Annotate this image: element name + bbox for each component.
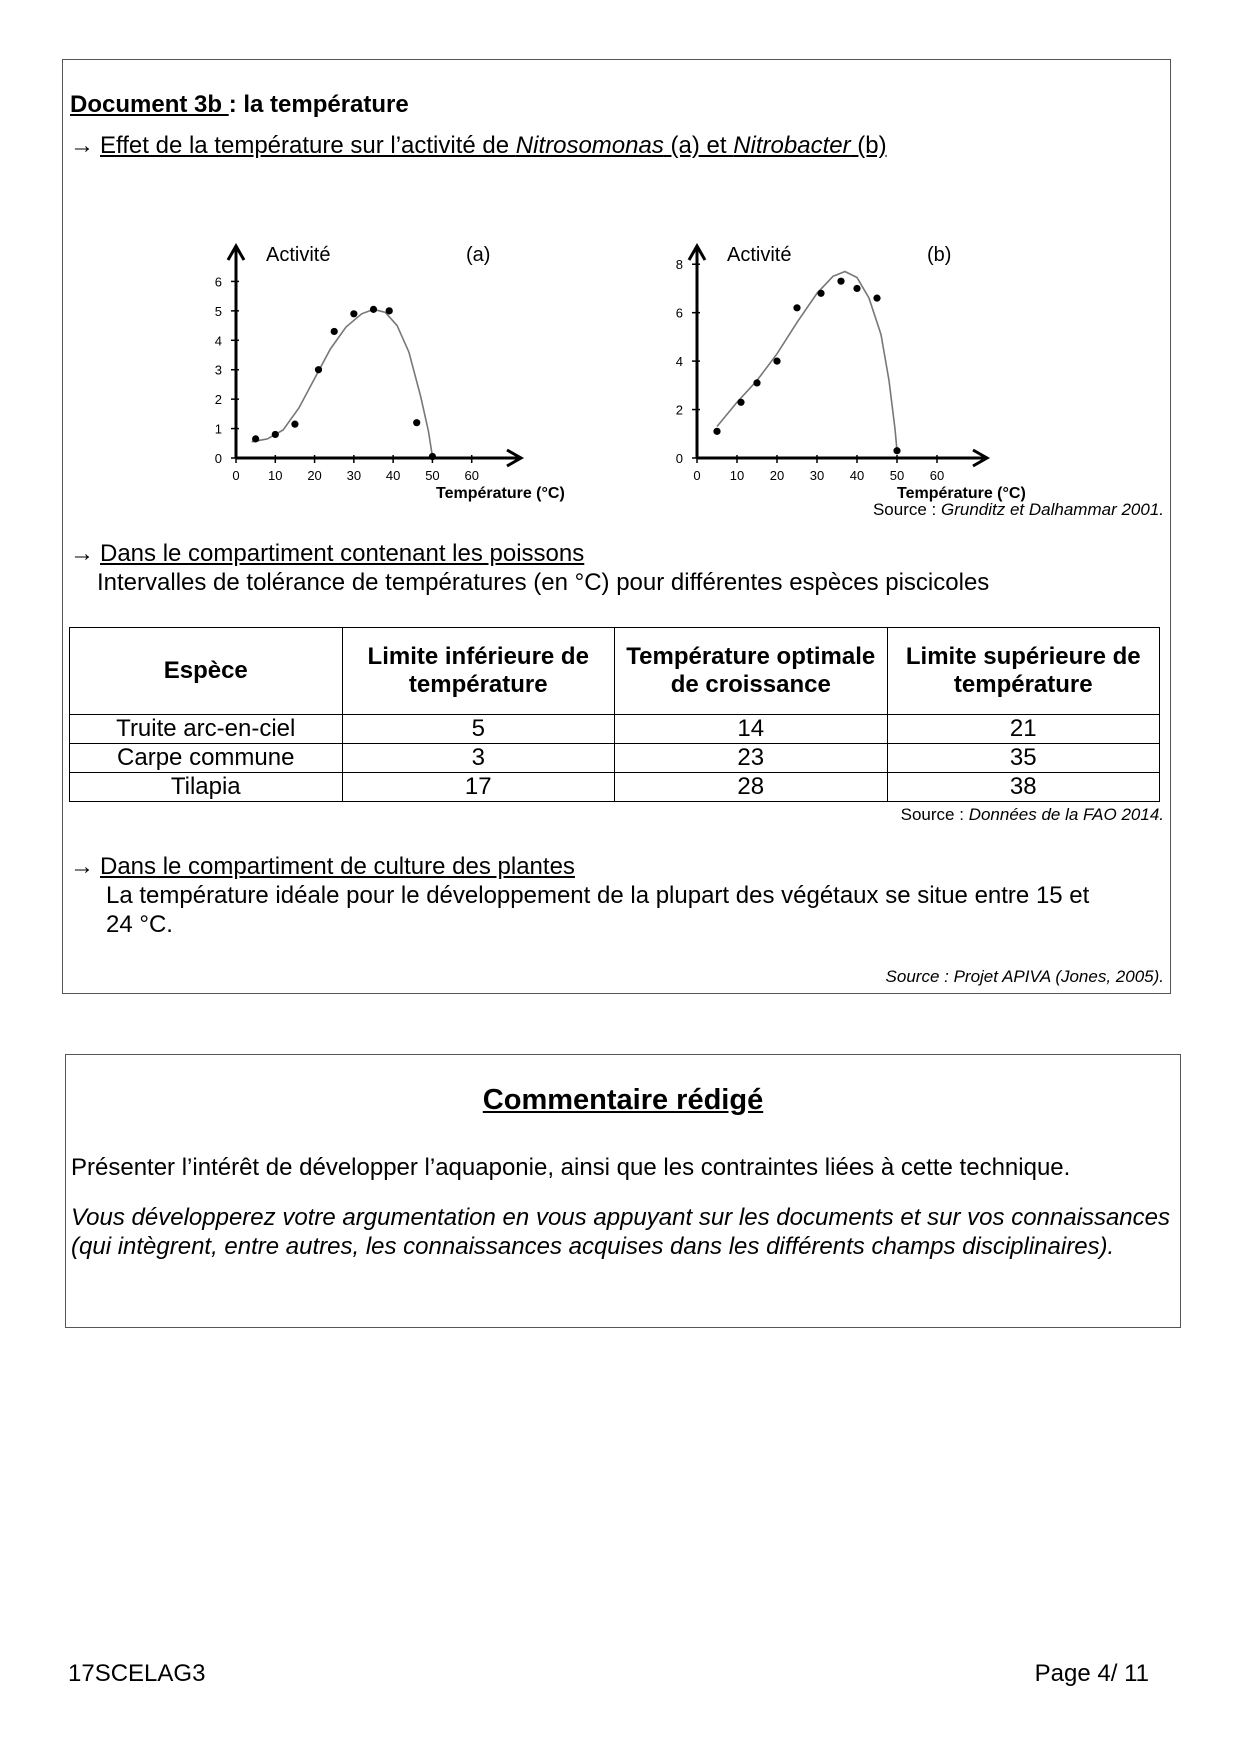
table-row — [70, 773, 1160, 802]
source-apiva: Source : Projet APIVA (Jones, 2005). — [885, 967, 1164, 986]
x-tick-label: 30 — [346, 468, 362, 483]
y-axis-title: Activité — [727, 244, 792, 266]
table-cell: 3 — [342, 744, 615, 773]
x-tick-label: 20 — [307, 468, 322, 483]
x-tick-label: 40 — [385, 468, 401, 483]
header-limite-sup: Limite supérieure de température — [887, 628, 1160, 715]
source-grunditz: Source : Grunditz et Dalhammar 2001. — [872, 500, 1164, 519]
plants-text-line2: 24 °C. — [106, 911, 173, 938]
arrow-right-icon: → — [70, 132, 94, 159]
x-axis-title: Température (°C) — [897, 485, 1026, 502]
data-point — [737, 399, 744, 406]
data-point — [873, 295, 880, 302]
y-tick-label: 0 — [214, 451, 222, 466]
data-point — [853, 285, 860, 292]
y-tick-label: 0 — [675, 451, 683, 466]
table-cell: 23 — [615, 744, 888, 773]
tolerance-table — [69, 627, 1160, 802]
y-tick-label: 4 — [214, 333, 222, 349]
x-tick-label: 60 — [929, 468, 945, 483]
data-point — [893, 447, 900, 454]
arrow-right-icon: → — [70, 540, 94, 567]
x-tick-label: 0 — [232, 468, 240, 483]
table-cell: 28 — [615, 773, 888, 802]
table-cell: 14 — [615, 715, 888, 744]
commentaire-guidance: Vous développerez votre argumentation en vous appuyant sur les documents et sur vos connaissances (qui intègrent, entre autres, les connaissances acquises dans les différents champs disciplinaires). — [71, 1204, 1170, 1260]
header-espece: Espèce — [70, 628, 343, 715]
data-point — [837, 278, 844, 285]
x-tick-label: 30 — [809, 468, 825, 483]
data-point — [272, 431, 279, 438]
commentaire-box — [65, 1054, 1181, 1328]
data-point — [291, 421, 298, 428]
table-cell: Truite arc-en-ciel — [70, 715, 343, 744]
header-limite-inf: Limite inférieure de température — [342, 628, 615, 715]
y-tick-label: 1 — [214, 421, 222, 437]
plants-heading: → Dans le compartiment de culture des plantes — [70, 853, 575, 880]
data-point — [370, 306, 377, 313]
x-tick-label: 50 — [889, 468, 905, 483]
plants-text-line1: La température idéale pour le développement de la plupart des végétaux se situe entre 15 et — [106, 882, 1090, 909]
data-point — [773, 358, 780, 365]
table-row — [70, 744, 1160, 773]
data-point — [753, 379, 760, 386]
y-tick-label: 6 — [214, 274, 222, 290]
y-tick-label: 2 — [675, 402, 683, 418]
table-cell: Carpe commune — [70, 744, 343, 773]
x-tick-label: 40 — [849, 468, 865, 483]
chart-label: (a) — [466, 244, 491, 266]
header-temp-optimale: Température optimale de croissance — [615, 628, 888, 715]
fish-heading: → Dans le compartiment contenant les poissons — [70, 540, 585, 567]
x-tick-label: 50 — [425, 468, 440, 483]
footer-page-number: Page 4/ 11 — [1034, 1660, 1149, 1687]
commentaire-instruction: Présenter l’intérêt de développer l’aquaponie, ainsi que les contraintes liées à cette technique. — [71, 1154, 1071, 1181]
data-point — [429, 453, 436, 460]
fish-subtitle: Intervalles de tolérance de températures (en °C) pour différentes espèces piscicoles — [97, 569, 990, 596]
data-point — [331, 328, 338, 335]
table-cell: 5 — [342, 715, 615, 744]
y-tick-label: 6 — [675, 305, 683, 321]
data-point — [315, 366, 322, 373]
commentaire-title: Commentaire rédigé — [482, 1084, 764, 1116]
chart-nitrosomonas — [173, 198, 653, 560]
data-point — [386, 307, 393, 314]
y-tick-label: 2 — [214, 392, 222, 408]
footer-code: 17SCELAG3 — [68, 1660, 206, 1687]
x-tick-label: 10 — [729, 468, 745, 483]
table-row — [70, 715, 1160, 744]
y-axis-title: Activité — [266, 244, 331, 266]
x-tick-label: 10 — [268, 468, 283, 483]
document-title: Document 3b : la température — [70, 91, 409, 118]
y-tick-label: 4 — [675, 354, 683, 370]
arrow-right-icon: → — [70, 853, 94, 880]
data-point — [793, 304, 800, 311]
document-3b-box — [62, 59, 1171, 994]
y-tick-label: 8 — [675, 257, 683, 273]
data-point — [252, 435, 259, 442]
chart-label: (b) — [927, 244, 952, 266]
x-tick-label: 20 — [769, 468, 785, 483]
table-cell: 38 — [887, 773, 1160, 802]
table-cell: 35 — [887, 744, 1160, 773]
table-cell: Tilapia — [70, 773, 343, 802]
data-point — [350, 310, 357, 317]
source-fao: Source : Données de la FAO 2014. — [900, 805, 1164, 824]
data-point — [713, 428, 720, 435]
table-cell: 21 — [887, 715, 1160, 744]
x-tick-label: 60 — [464, 468, 479, 483]
table-header-row — [70, 628, 1160, 715]
table-cell: 17 — [342, 773, 615, 802]
data-point — [817, 290, 824, 297]
x-tick-label: 0 — [693, 468, 701, 483]
effect-line: → Effet de la température sur l’activité de Nitrosomonas (a) et Nitrobacter (b) — [70, 132, 887, 159]
y-tick-label: 5 — [214, 303, 222, 319]
x-axis-title: Température (°C) — [436, 485, 565, 502]
y-tick-label: 3 — [214, 362, 222, 378]
fitted-curve — [717, 272, 897, 451]
data-point — [413, 419, 420, 426]
